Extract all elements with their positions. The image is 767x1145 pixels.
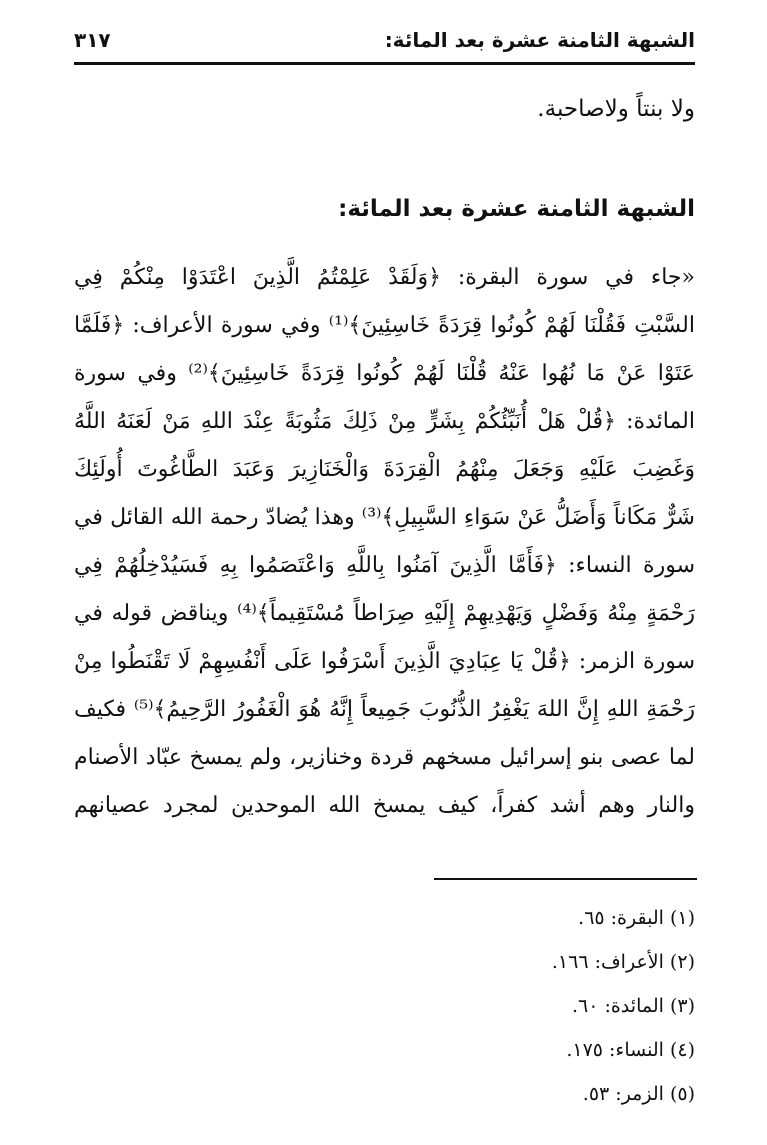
body-paragraph xyxy=(74,254,695,830)
footnote-item: (١) البقرة: ٦٥. xyxy=(578,907,695,929)
section-heading: الشبهة الثامنة عشرة بعد المائة: xyxy=(338,196,695,222)
body-line: وَغَضِبَ عَلَيْهِ وَجَعَلَ مِنْهُمُ الْقِرَدَةَ وَالْخَنَازِيرَ وَعَبَدَ الطَّاغُوتَ أُولَئِكَ xyxy=(74,457,695,482)
body-line: والنار وهم أشد كفراً، كيف يمسخ الله الموحدين لمجرد عصيانهم xyxy=(74,793,695,818)
body-line: لما عصى بنو إسرائيل مسخهم قردة وخنازير، ولم يمسخ عبّاد الأصنام xyxy=(74,745,695,770)
footnote-item: (٢) الأعراف: ١٦٦. xyxy=(551,951,695,973)
body-line: شَرٌّ مَكَاناً وَأَضَلُّ عَنْ سَوَاءِ السَّبِيلِ﴾⁽³⁾ وهذا يُضادّ رحمة الله القائل في xyxy=(74,505,695,530)
body-line: المائدة: ﴿قُلْ هَلْ أُنَبِّئُكُمْ بِشَرٍّ مِنْ ذَلِكَ مَثُوبَةً عِنْدَ اللهِ مَنْ لَعَنَهُ اللَّهُ xyxy=(74,409,695,434)
page-number: ٣١٧ xyxy=(74,28,111,52)
intro-line: ولا بنتاً ولاصاحبة. xyxy=(537,96,695,122)
running-header xyxy=(74,22,695,65)
body-line: رَحْمَةٍ مِنْهُ وَفَضْلٍ وَيَهْدِيهِمْ إِلَيْهِ صِرَاطاً مُسْتَقِيماً﴾⁽⁴⁾ ويناقض قوله في xyxy=(74,601,695,626)
footnote-item: (٣) المائدة: ٦٠. xyxy=(571,995,695,1017)
footnotes xyxy=(295,896,695,1116)
footnote-divider xyxy=(434,878,697,880)
body-line: السَّبْتِ فَقُلْنَا لَهُمْ كُونُوا قِرَدَةً خَاسِئِينَ﴾⁽¹⁾ وفي سورة الأعراف: ﴿فَلَمَّا xyxy=(74,313,695,338)
footnote-item: (٥) الزمر: ٥٣. xyxy=(582,1083,695,1105)
body-line: «جاء في سورة البقرة: ﴿وَلَقَدْ عَلِمْتُمُ الَّذِينَ اعْتَدَوْا مِنْكُمْ فِي xyxy=(74,265,695,290)
running-header-title: الشبهة الثامنة عشرة بعد المائة: xyxy=(384,28,695,52)
footnote-item: (٤) النساء: ١٧٥. xyxy=(566,1039,695,1061)
body-line: رَحْمَةِ اللهِ إِنَّ اللهَ يَغْفِرُ الذُّنُوبَ جَمِيعاً إِنَّهُ هُوَ الْغَفُورُ الرَّحِيمُ﴾⁽⁵⁾ فكيف xyxy=(74,697,695,722)
body-line: عَتَوْا عَنْ مَا نُهُوا عَنْهُ قُلْنَا لَهُمْ كُونُوا قِرَدَةً خَاسِئِينَ﴾⁽²⁾ وفي سورة xyxy=(74,361,695,386)
body-line: سورة الزمر: ﴿قُلْ يَا عِبَادِيَ الَّذِينَ أَسْرَفُوا عَلَى أَنْفُسِهِمْ لَا تَقْنَطُوا مِنْ xyxy=(74,649,695,674)
body-line: سورة النساء: ﴿فَأَمَّا الَّذِينَ آمَنُوا بِاللَّهِ وَاعْتَصَمُوا بِهِ فَسَيُدْخِلُهُمْ فِي xyxy=(74,553,695,578)
